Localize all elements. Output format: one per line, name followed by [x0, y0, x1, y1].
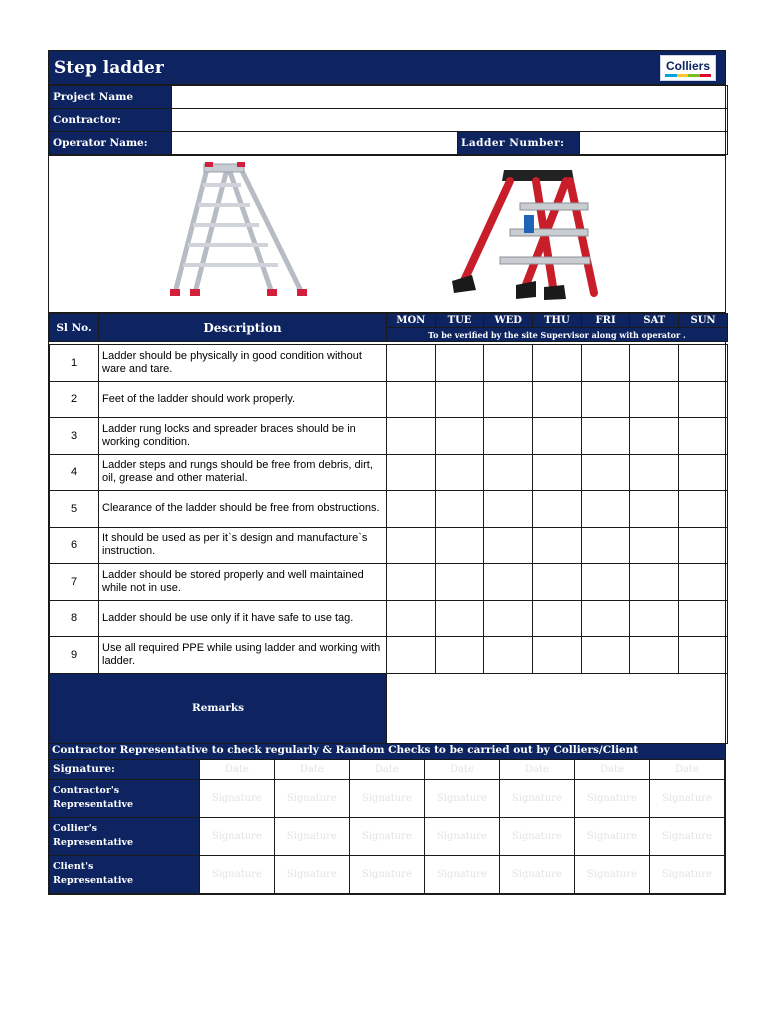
ladder-number-field[interactable]	[580, 132, 728, 155]
check-cell-mon[interactable]	[387, 491, 436, 528]
check-cell-fri[interactable]	[581, 564, 630, 601]
day-header-mon: MON	[387, 314, 436, 328]
check-cell-tue[interactable]	[435, 491, 484, 528]
check-cell-tue[interactable]	[435, 600, 484, 637]
representative-label-line-1: Contractor's	[53, 785, 120, 796]
signature-field[interactable]: Signature	[499, 855, 574, 893]
checklist-row	[50, 491, 728, 528]
check-cell-fri[interactable]	[581, 527, 630, 564]
check-cell-mon[interactable]	[387, 564, 436, 601]
item-number: 4	[50, 454, 99, 491]
signature-field[interactable]: Signature	[199, 817, 274, 855]
page-title: Step ladder	[54, 57, 164, 78]
signature-field[interactable]: Signature	[649, 779, 724, 817]
check-cell-mon[interactable]	[387, 527, 436, 564]
check-cell-fri[interactable]	[581, 418, 630, 455]
date-field[interactable]: Date	[349, 759, 424, 779]
description-header: Description	[99, 314, 387, 342]
check-cell-fri[interactable]	[581, 637, 630, 674]
day-header-fri: FRI	[581, 314, 630, 328]
check-cell-sun[interactable]	[679, 527, 728, 564]
signature-field[interactable]: Signature	[499, 779, 574, 817]
item-description: Ladder should be physically in good condition without ware and tare.	[99, 345, 387, 382]
item-number: 6	[50, 527, 99, 564]
signature-field[interactable]: Signature	[199, 855, 274, 893]
check-cell-mon[interactable]	[387, 418, 436, 455]
item-number: 1	[50, 345, 99, 382]
signature-field[interactable]: Signature	[574, 779, 649, 817]
check-cell-sat[interactable]	[630, 637, 679, 674]
item-number: 9	[50, 637, 99, 674]
check-cell-tue[interactable]	[435, 637, 484, 674]
check-cell-thu[interactable]	[533, 637, 582, 674]
item-description: Feet of the ladder should work properly.	[99, 381, 387, 418]
item-number: 2	[50, 381, 99, 418]
check-cell-tue[interactable]	[435, 345, 484, 382]
logo-text: Colliers	[665, 58, 710, 73]
operator-name-label: Operator Name:	[50, 132, 172, 155]
check-cell-sun[interactable]	[679, 637, 728, 674]
check-cell-mon[interactable]	[387, 345, 436, 382]
check-cell-tue[interactable]	[435, 418, 484, 455]
date-field[interactable]: Date	[649, 759, 724, 779]
sl-no-header: Sl No.	[50, 314, 99, 342]
check-cell-sat[interactable]	[630, 418, 679, 455]
check-cell-sat[interactable]	[630, 600, 679, 637]
day-header-sat: SAT	[630, 314, 679, 328]
item-number: 3	[50, 418, 99, 455]
representative-label	[50, 817, 200, 855]
check-cell-thu[interactable]	[533, 345, 582, 382]
checklist-row	[50, 454, 728, 491]
representative-label-line-1: Client's	[53, 861, 94, 872]
date-field[interactable]: Date	[424, 759, 499, 779]
representative-label-line-2: Representative	[53, 875, 134, 886]
logo-stripes	[665, 74, 711, 77]
checklist-table	[49, 313, 728, 744]
check-cell-thu[interactable]	[533, 564, 582, 601]
item-number: 8	[50, 600, 99, 637]
signature-label: Signature:	[50, 759, 200, 779]
signature-field[interactable]: Signature	[274, 855, 349, 893]
check-cell-mon[interactable]	[387, 381, 436, 418]
checklist-row	[50, 564, 728, 601]
check-cell-fri[interactable]	[581, 600, 630, 637]
checklist-row	[50, 345, 728, 382]
signature-field[interactable]: Signature	[274, 817, 349, 855]
signature-field[interactable]: Signature	[274, 779, 349, 817]
ladder-photos	[49, 155, 725, 313]
check-cell-thu[interactable]	[533, 454, 582, 491]
check-cell-fri[interactable]	[581, 381, 630, 418]
day-header-sun: SUN	[679, 314, 728, 328]
responsibility-banner: Contractor Representative to check regularly & Random Checks to be carried out by Colliers/Client	[49, 744, 725, 759]
item-number: 5	[50, 491, 99, 528]
check-cell-sat[interactable]	[630, 345, 679, 382]
check-cell-wed[interactable]	[484, 600, 533, 637]
check-cell-tue[interactable]	[435, 527, 484, 564]
check-cell-wed[interactable]	[484, 527, 533, 564]
item-number: 7	[50, 564, 99, 601]
check-cell-sun[interactable]	[679, 345, 728, 382]
representative-row	[50, 817, 725, 855]
check-cell-thu[interactable]	[533, 418, 582, 455]
item-description: Ladder should be use only if it have safe to use tag.	[99, 600, 387, 637]
colliers-logo	[660, 55, 716, 81]
check-cell-sat[interactable]	[630, 454, 679, 491]
representative-label-line-2: Representative	[53, 799, 134, 810]
item-description: Use all required PPE while using ladder and working with ladder.	[99, 637, 387, 674]
checklist-row	[50, 381, 728, 418]
operator-name-field[interactable]	[172, 132, 458, 155]
contractor-label: Contractor:	[50, 109, 172, 132]
item-description: It should be used as per it`s design and manufacture`s instruction.	[99, 527, 387, 564]
checklist-row	[50, 418, 728, 455]
check-cell-tue[interactable]	[435, 564, 484, 601]
signature-field[interactable]: Signature	[574, 855, 649, 893]
check-cell-wed[interactable]	[484, 381, 533, 418]
check-cell-sat[interactable]	[630, 527, 679, 564]
signature-field[interactable]: Signature	[349, 855, 424, 893]
check-cell-wed[interactable]	[484, 454, 533, 491]
check-cell-sat[interactable]	[630, 564, 679, 601]
signature-field[interactable]: Signature	[349, 817, 424, 855]
representative-label	[50, 855, 200, 893]
contractor-field[interactable]	[172, 109, 728, 132]
signature-body	[50, 759, 725, 893]
day-header-wed: WED	[484, 314, 533, 328]
project-name-label: Project Name	[50, 86, 172, 109]
info-table	[49, 85, 728, 155]
signature-field[interactable]: Signature	[649, 855, 724, 893]
check-cell-thu[interactable]	[533, 491, 582, 528]
representative-label-line-2: Representative	[53, 837, 134, 848]
check-cell-fri[interactable]	[581, 491, 630, 528]
check-cell-mon[interactable]	[387, 637, 436, 674]
item-description: Ladder should be stored properly and well maintained while not in use.	[99, 564, 387, 601]
signature-field[interactable]: Signature	[424, 779, 499, 817]
red-fiberglass-step-ladder-image	[444, 165, 634, 303]
representative-row	[50, 779, 725, 817]
date-field[interactable]: Date	[274, 759, 349, 779]
project-name-field[interactable]	[172, 86, 728, 109]
signature-field[interactable]: Signature	[649, 817, 724, 855]
signature-field[interactable]: Signature	[424, 817, 499, 855]
item-description: Ladder rung locks and spreader braces should be in working condition.	[99, 418, 387, 455]
check-cell-wed[interactable]	[484, 637, 533, 674]
check-cell-mon[interactable]	[387, 454, 436, 491]
verification-note: To be verified by the site Supervisor along with operator .	[387, 328, 728, 342]
signature-field[interactable]: Signature	[349, 779, 424, 817]
day-header-tue: TUE	[435, 314, 484, 328]
item-description: Clearance of the ladder should be free from obstructions.	[99, 491, 387, 528]
signature-date-row	[50, 759, 725, 779]
check-cell-sun[interactable]	[679, 454, 728, 491]
check-cell-tue[interactable]	[435, 454, 484, 491]
check-cell-wed[interactable]	[484, 564, 533, 601]
check-cell-sun[interactable]	[679, 600, 728, 637]
checklist-row	[50, 637, 728, 674]
check-cell-sun[interactable]	[679, 418, 728, 455]
signature-field[interactable]: Signature	[574, 817, 649, 855]
checklist-row	[50, 600, 728, 637]
day-header-thu: THU	[533, 314, 582, 328]
checklist-body	[50, 345, 728, 674]
signature-field[interactable]: Signature	[424, 855, 499, 893]
remarks-field[interactable]	[387, 673, 728, 743]
representative-row	[50, 855, 725, 893]
check-cell-wed[interactable]	[484, 491, 533, 528]
check-cell-tue[interactable]	[435, 381, 484, 418]
check-cell-sat[interactable]	[630, 491, 679, 528]
date-field[interactable]: Date	[199, 759, 274, 779]
signature-field[interactable]: Signature	[499, 817, 574, 855]
inspection-form	[48, 50, 726, 895]
date-field[interactable]: Date	[574, 759, 649, 779]
check-cell-thu[interactable]	[533, 527, 582, 564]
remarks-label: Remarks	[50, 673, 387, 743]
check-cell-sun[interactable]	[679, 381, 728, 418]
ladder-number-label: Ladder Number:	[458, 132, 580, 155]
signature-field[interactable]: Signature	[199, 779, 274, 817]
check-cell-wed[interactable]	[484, 418, 533, 455]
title-bar	[49, 51, 725, 85]
date-field[interactable]: Date	[499, 759, 574, 779]
check-cell-sun[interactable]	[679, 564, 728, 601]
check-cell-mon[interactable]	[387, 600, 436, 637]
representative-label	[50, 779, 200, 817]
aluminium-step-ladder-image	[167, 161, 317, 301]
representative-label-line-1: Collier's	[53, 823, 98, 834]
check-cell-sat[interactable]	[630, 381, 679, 418]
check-cell-thu[interactable]	[533, 600, 582, 637]
check-cell-wed[interactable]	[484, 345, 533, 382]
signature-table	[49, 759, 725, 894]
checklist-row	[50, 527, 728, 564]
check-cell-fri[interactable]	[581, 345, 630, 382]
item-description: Ladder steps and rungs should be free from debris, dirt, oil, grease and other material.	[99, 454, 387, 491]
check-cell-thu[interactable]	[533, 381, 582, 418]
check-cell-fri[interactable]	[581, 454, 630, 491]
check-cell-sun[interactable]	[679, 491, 728, 528]
